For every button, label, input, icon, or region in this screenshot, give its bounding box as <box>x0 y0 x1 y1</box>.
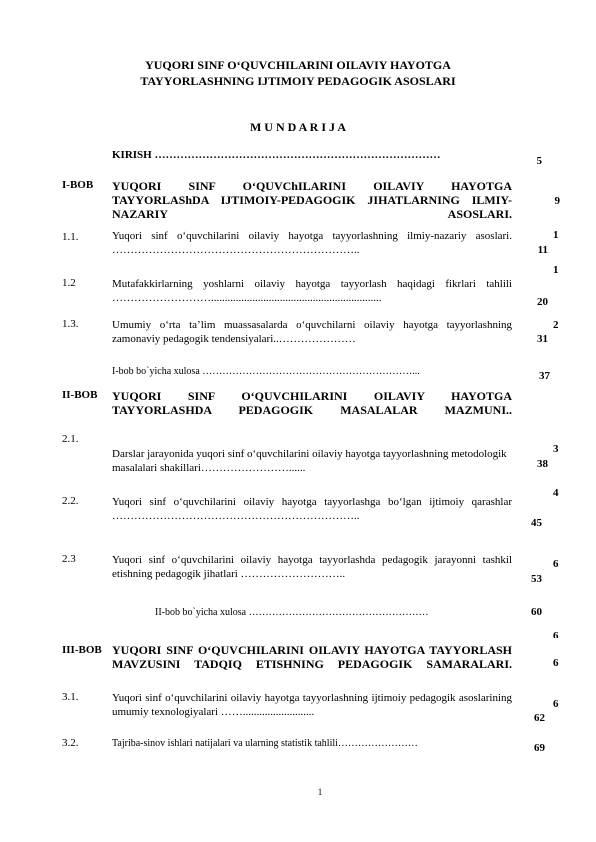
toc-page-1-2: 20 <box>537 296 548 308</box>
toc-page-3-1: 62 <box>534 712 545 724</box>
toc-label-chapter-3: III-BOB <box>62 644 102 656</box>
toc-entry-2-3: Yuqori sinf o‘quvchilarini oilaviy hayotga tayyorlashda pedagogik jarayonni tashkil etishning pedagogik jihatlari ……………………….. <box>112 554 512 580</box>
footer-page-number: 1 <box>317 787 323 797</box>
document-title-line-2: TAYYORLASHNING IJTIMOIY PEDAGOGIK ASOSLARI <box>140 74 456 88</box>
toc-page-chapter-2-summary: 60 <box>531 606 542 618</box>
toc-entry-chapter-1: YUQORI SINF O‘QUVChILARINI OILAVIY HAYOTGA TAYYORLAShDA IJTIMOIY-PEDAGOGIK JIHATLARNING ILMIY-NAZARIY ASOSLARI. <box>112 179 512 221</box>
toc-page-1-3: 31 <box>537 333 548 345</box>
toc-entry-1-3: Umumiy o‘rta ta’lim muassasalarda o‘quvchilarni oilaviy hayotga tayyorlashning zamonaviy pedagogik tendensiyalari..………………… <box>112 319 512 345</box>
toc-page-3-2: 69 <box>534 742 545 754</box>
toc-label-3-1: 3.1. <box>62 691 79 703</box>
toc-page-introduction: 5 <box>536 155 542 167</box>
toc-page-fragment-2-2: 4 <box>553 487 559 499</box>
toc-entry-3-2: Tajriba-sinov ishlari natijalari va ularning statistik tahlili…………………… <box>112 738 418 749</box>
toc-page-fragment-chapter-3: 6 <box>553 630 559 638</box>
toc-entry-2-1: Darslar jarayonida yuqori sinf o‘quvchilarini oilaviy hayotga tayyorlashning metodologik masalalari shakillari……………………...... <box>112 448 507 474</box>
toc-entry-chapter-1-summary: I-bob bo`yicha xulosa ………………………………………………………... <box>112 366 420 377</box>
toc-page-2-2: 45 <box>531 517 542 529</box>
toc-entry-1-1: Yuqori sinf o‘quvchilarini oilaviy hayotga tayyorlashning ilmiy-nazariy asoslari. ………………………………………………………….. <box>112 230 512 256</box>
toc-label-1-1: 1.1. <box>62 231 79 243</box>
contents-heading: M U N D A R I J A <box>249 120 346 134</box>
toc-page-chapter-3: 6 <box>553 657 559 669</box>
toc-label-2-1: 2.1. <box>62 433 79 445</box>
toc-page-fragment-2-1: 3 <box>553 443 559 455</box>
toc-page-chapter-1-summary: 37 <box>539 370 550 382</box>
toc-entry-chapter-2: YUQORI SINF O‘QUVCHILARINI OILAVIY HAYOTGA TAYYORLASHDA PEDAGOGIK MASALALAR MAZMUNI.. <box>112 389 512 417</box>
toc-label-2-3: 2.3 <box>62 553 76 565</box>
toc-label-1-2: 1.2 <box>62 277 76 289</box>
toc-entry-chapter-2-summary: II-bob bo`yicha xulosa ……………………………………………… <box>155 607 429 618</box>
toc-page-2-3: 53 <box>531 573 542 585</box>
toc-page-1-1: 11 <box>537 244 548 256</box>
document-title-line-1: YUQORI SINF O‘QUVCHILARINI OILAVIY HAYOTGA <box>145 58 451 72</box>
toc-page-fragment-2-3: 6 <box>553 558 559 570</box>
toc-page-fragment-1-1: 1 <box>553 229 559 241</box>
toc-label-chapter-2: II-BOB <box>62 389 98 401</box>
toc-label-chapter-1: I-BOB <box>62 179 94 191</box>
toc-entry-introduction: KIRISH …………………………………………………………………… <box>112 149 441 161</box>
toc-entry-1-2: Mutafakkirlarning yoshlarni oilaviy hayotga tayyorlash haqidagi fikrlari tahlili ……………………….............................................................. <box>112 278 512 304</box>
toc-label-3-2: 3.2. <box>62 737 79 749</box>
toc-page-fragment-3-1: 6 <box>553 698 559 710</box>
toc-page-fragment-1-3: 2 <box>553 319 559 331</box>
toc-page-chapter-1: 9 <box>554 195 560 207</box>
toc-page-2-1: 38 <box>537 458 548 470</box>
toc-entry-2-2: Yuqori sinf o‘quvchilarini oilaviy hayotga tayyorlashga bo‘lgan ijtimoiy qarashlar ………………………………………………………….. <box>112 496 512 522</box>
toc-page-fragment-1-2: 1 <box>553 264 559 276</box>
toc-label-1-3: 1.3. <box>62 318 79 330</box>
toc-label-2-2: 2.2. <box>62 495 79 507</box>
toc-entry-chapter-3: YUQORI SINF O‘QUVCHILARINI OILAVIY HAYOTGA TAYYORLASH MAVZUSINI TADQIQ ETISHNING PEDAGOGIK SAMARALARI. <box>112 643 512 671</box>
toc-entry-3-1: Yuqori sinf o‘quvchilarini oilaviy hayotga tayyorlashning ijtimoiy pedagogik asoslarining umumiy texnologiyalari …….......................... <box>112 692 512 718</box>
